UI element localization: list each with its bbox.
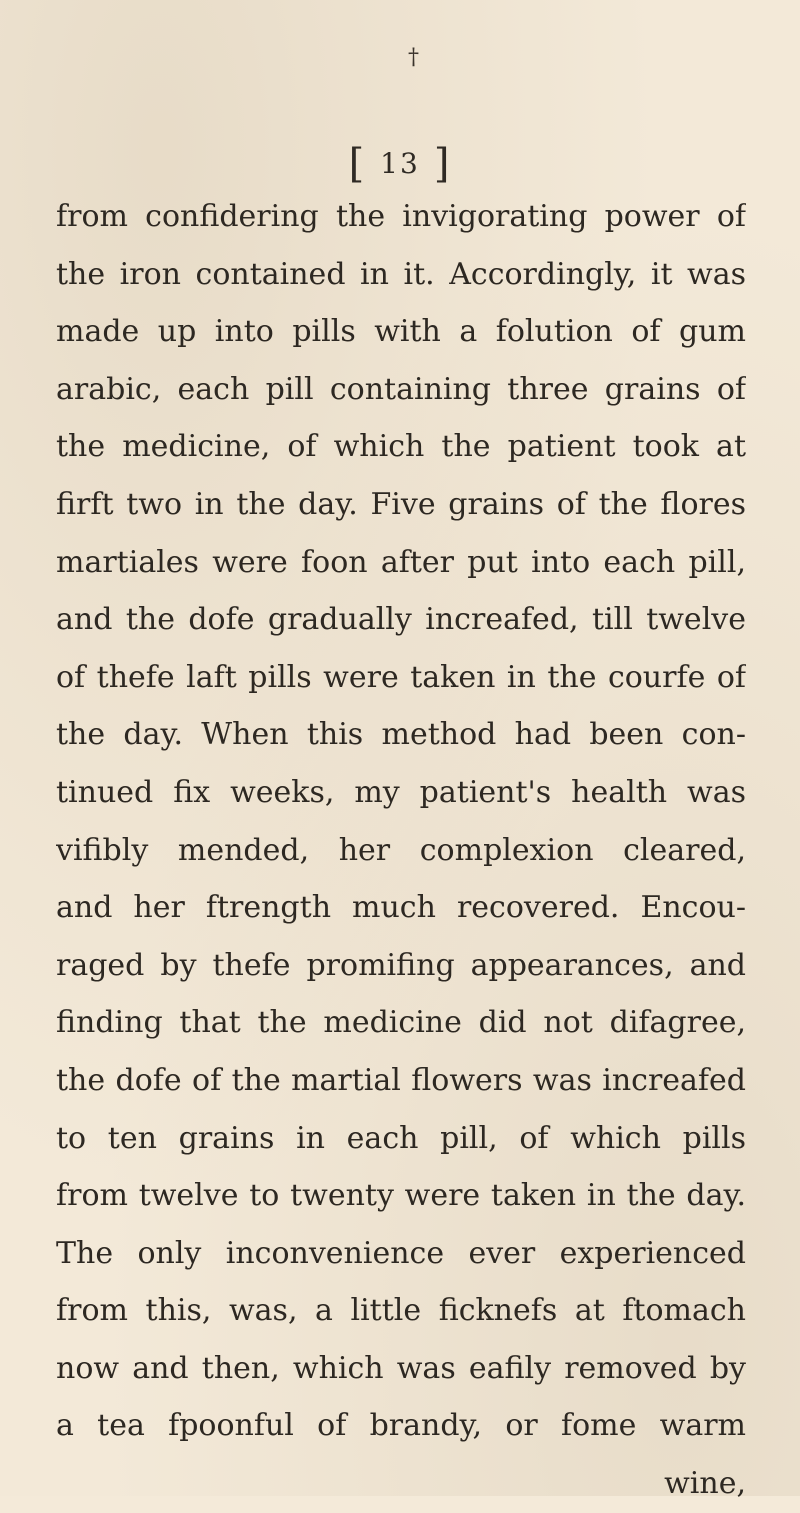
page-number-value: 13 [380, 147, 420, 180]
page-number-close-bracket: ] [433, 141, 452, 187]
text-line: from confidering the invigorating power of [56, 199, 746, 234]
text-line: the day. When this method had been con- [56, 717, 746, 753]
text-line: the dofe of the martial flowers was increafed [56, 1062, 746, 1098]
page-number [0, 140, 800, 188]
text-line: a tea fpoonful of brandy, or fome warm [56, 1408, 746, 1444]
text-line: raged by thefe promifing appearances, and [56, 947, 746, 983]
text-line: the medicine, of which the patient took at [56, 429, 746, 465]
text-line: from twelve to twenty were taken in the day. [56, 1178, 746, 1214]
text-line: of thefe laft pills were taken in the courfe of [56, 659, 746, 695]
text-line: to ten grains in each pill, of which pills [56, 1120, 746, 1156]
ink-mark: † [408, 45, 419, 70]
text-line: tinued fix weeks, my patient's health was [56, 774, 746, 810]
page-number-open-bracket: [ [348, 141, 367, 187]
text-line: from this, was, a little ficknefs at ftomach [56, 1293, 746, 1329]
text-line: vifibly mended, her complexion cleared, [56, 832, 746, 868]
text-line: and her ftrength much recovered. Encou- [56, 890, 746, 926]
body-text [56, 188, 746, 1513]
text-line: martiales were foon after put into each pill, [56, 544, 746, 580]
text-line: arabic, each pill containing three grains of [56, 371, 746, 407]
text-line: made up into pills with a folution of gum [56, 314, 746, 350]
text-line: now and then, which was eafily removed by [56, 1350, 746, 1386]
text-line: and the dofe gradually increafed, till twelve [56, 602, 746, 638]
text-line: The only inconvenience ever experienced [56, 1235, 746, 1271]
text-line: finding that the medicine did not difagree, [56, 1005, 746, 1041]
text-line: the iron contained in it. Accordingly, it was [56, 256, 746, 292]
catchword: wine, [664, 1466, 746, 1502]
text-line: firft two in the day. Five grains of the flores [56, 486, 746, 522]
